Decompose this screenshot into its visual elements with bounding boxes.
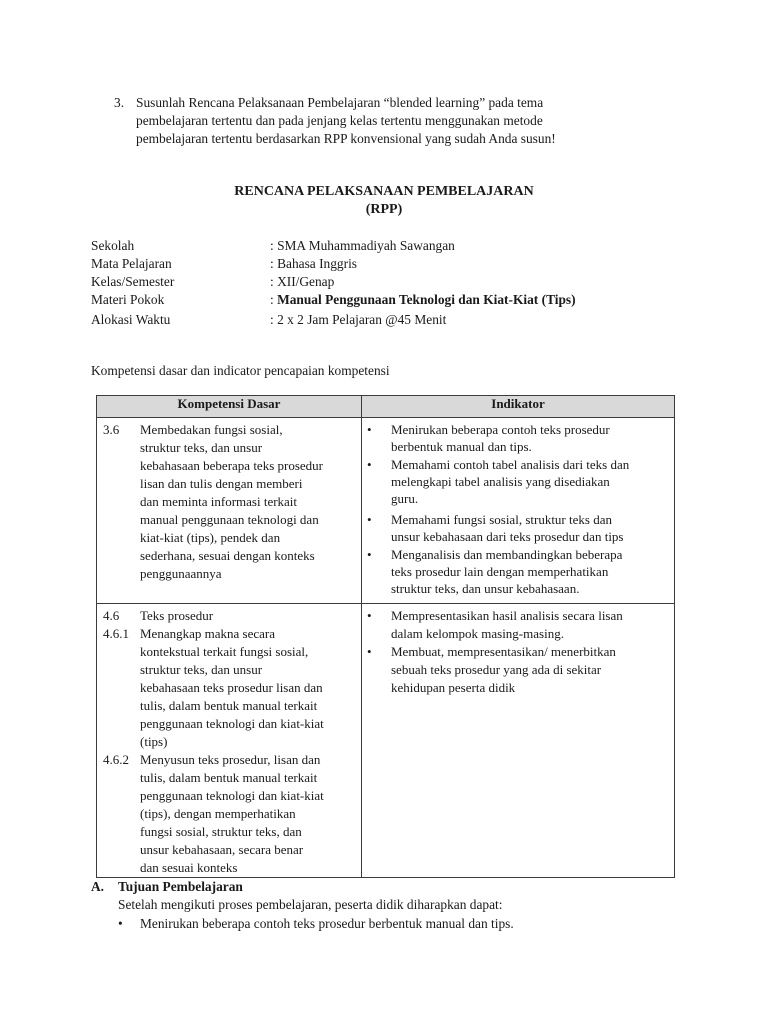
indikator-line: unsur kebahasaan dari teks prosedur dan tips — [391, 529, 624, 544]
kd-line: kiat-kiat (tips), pendek dan — [140, 530, 281, 545]
indikator-line: Menganalisis dan membandingkan beberapa — [391, 547, 623, 562]
question-line-2: pembelajaran tertentu dan pada jenjang kelas tertentu menggunakan metode — [136, 113, 543, 128]
kd-line: Membedakan fungsi sosial, — [140, 422, 283, 437]
kd-line: (tips), dengan memperhatikan — [140, 806, 296, 821]
question-line-3: pembelajaran tertentu berdasarkan RPP konvensional yang sudah Anda susun! — [136, 131, 556, 146]
document-subtitle: (RPP) — [365, 202, 403, 217]
identity-label-kelas: Kelas/Semester — [91, 274, 175, 289]
identity-value-sekolah: : SMA Muhammadiyah Sawangan — [270, 238, 455, 253]
kd-line: sederhana, sesuai dengan konteks — [140, 548, 315, 563]
kompetensi-intro: Kompetensi dasar dan indicator pencapaian kompetensi — [91, 363, 390, 378]
identity-label-alokasi: Alokasi Waktu — [91, 312, 171, 327]
kd-sub-number: 4.6.1 — [103, 626, 129, 641]
section-a-title: Tujuan Pembelajaran — [118, 879, 243, 894]
kd-line: fungsi sosial, struktur teks, dan — [140, 824, 302, 839]
indikator-line: Memahami contoh tabel analisis dari teks dan — [391, 457, 630, 472]
kd-line: Menangkap makna secara — [140, 626, 275, 641]
kd-sub-number: 4.6.2 — [103, 752, 129, 767]
kd-line: (tips) — [140, 734, 168, 749]
identity-value-kelas: : XII/Genap — [270, 274, 335, 289]
indikator-line: guru. — [391, 491, 419, 506]
identity-value-materi — [270, 291, 576, 308]
indikator-line: dalam kelompok masing-masing. — [391, 626, 564, 641]
indikator-cell-4-6 — [362, 604, 675, 878]
indikator-line: Menirukan beberapa contoh teks prosedur — [391, 422, 610, 437]
kd-number: 4.6 — [103, 608, 120, 623]
indikator-line: sebuah teks prosedur yang ada di sekitar — [391, 662, 602, 677]
indikator-line: melengkapi tabel analisis yang disediakan — [391, 474, 610, 489]
bullet-icon: • — [367, 457, 372, 472]
kd-line: tulis, dalam bentuk manual terkait — [140, 770, 318, 785]
indikator-line: struktur teks, dan unsur kebahasaan. — [391, 581, 580, 596]
header-kompetensi-dasar: Kompetensi Dasar — [97, 396, 362, 418]
kd-line: kebahasaan teks prosedur lisan dan — [140, 680, 323, 695]
document-title: RENCANA PELAKSANAAN PEMBELAJARAN — [234, 184, 534, 199]
header-indikator: Indikator — [362, 396, 675, 418]
identity-value-alokasi: : 2 x 2 Jam Pelajaran @45 Menit — [270, 312, 447, 327]
kd-line: dan meminta informasi terkait — [140, 494, 298, 509]
question-line-1: Susunlah Rencana Pelaksanaan Pembelajaran “blended learning” pada tema — [136, 95, 544, 110]
identity-label-mapel: Mata Pelajaran — [91, 256, 172, 271]
indikator-line: Membuat, mempresentasikan/ menerbitkan — [391, 644, 616, 659]
kd-line: penggunaannya — [140, 566, 222, 581]
kd-line: Menyusun teks prosedur, lisan dan — [140, 752, 321, 767]
kd-line: penggunaan teknologi dan kiat-kiat — [140, 716, 324, 731]
kd-cell-4-6 — [97, 604, 362, 878]
indikator-line: teks prosedur lain dengan memperhatikan — [391, 564, 609, 579]
table-row — [97, 604, 675, 878]
bullet-icon: • — [367, 512, 372, 527]
kompetensi-table — [96, 395, 675, 878]
indikator-line: berbentuk manual dan tips. — [391, 439, 532, 454]
bullet-icon: • — [367, 547, 372, 562]
identity-value-materi-text: Manual Penggunaan Teknologi dan Kiat-Kiat (Tips) — [277, 292, 576, 307]
kd-line: penggunaan teknologi dan kiat-kiat — [140, 788, 324, 803]
section-a-bullet: Menirukan beberapa contoh teks prosedur berbentuk manual dan tips. — [140, 916, 514, 931]
bullet-icon: • — [367, 608, 372, 623]
kd-cell-3-6 — [97, 418, 362, 604]
kd-line: tulis, dalam bentuk manual terkait — [140, 698, 318, 713]
section-a-intro: Setelah mengikuti proses pembelajaran, peserta didik diharapkan dapat: — [118, 897, 503, 912]
kd-line: struktur teks, dan unsur — [140, 440, 263, 455]
table-row — [97, 418, 675, 604]
question-number: 3. — [114, 95, 125, 110]
identity-label-materi: Materi Pokok — [91, 292, 165, 307]
identity-label-sekolah: Sekolah — [91, 238, 135, 253]
indikator-cell-3-6 — [362, 418, 675, 604]
kd-line: struktur teks, dan unsur — [140, 662, 263, 677]
kd-line: lisan dan tulis dengan memberi — [140, 476, 303, 491]
identity-colon-materi: : — [270, 292, 278, 307]
identity-value-mapel: : Bahasa Inggris — [270, 256, 358, 271]
bullet-icon: • — [367, 422, 372, 437]
bullet-icon: • — [367, 644, 372, 659]
kd-number: 3.6 — [103, 422, 120, 437]
bullet-icon: • — [118, 916, 123, 931]
kd-line: kebahasaan beberapa teks prosedur — [140, 458, 323, 473]
kd-title: Teks prosedur — [140, 608, 214, 623]
indikator-line: Memahami fungsi sosial, struktur teks dan — [391, 512, 612, 527]
kd-line: unsur kebahasaan, secara benar — [140, 842, 304, 857]
table-header-row — [97, 396, 675, 418]
kd-line: manual penggunaan teknologi dan — [140, 512, 319, 527]
section-a-letter: A. — [91, 879, 105, 894]
kd-line: kontekstual terkait fungsi sosial, — [140, 644, 309, 659]
indikator-line: kehidupan peserta didik — [391, 680, 516, 695]
kd-line: dan sesuai konteks — [140, 860, 238, 875]
indikator-line: Mempresentasikan hasil analisis secara lisan — [391, 608, 623, 623]
